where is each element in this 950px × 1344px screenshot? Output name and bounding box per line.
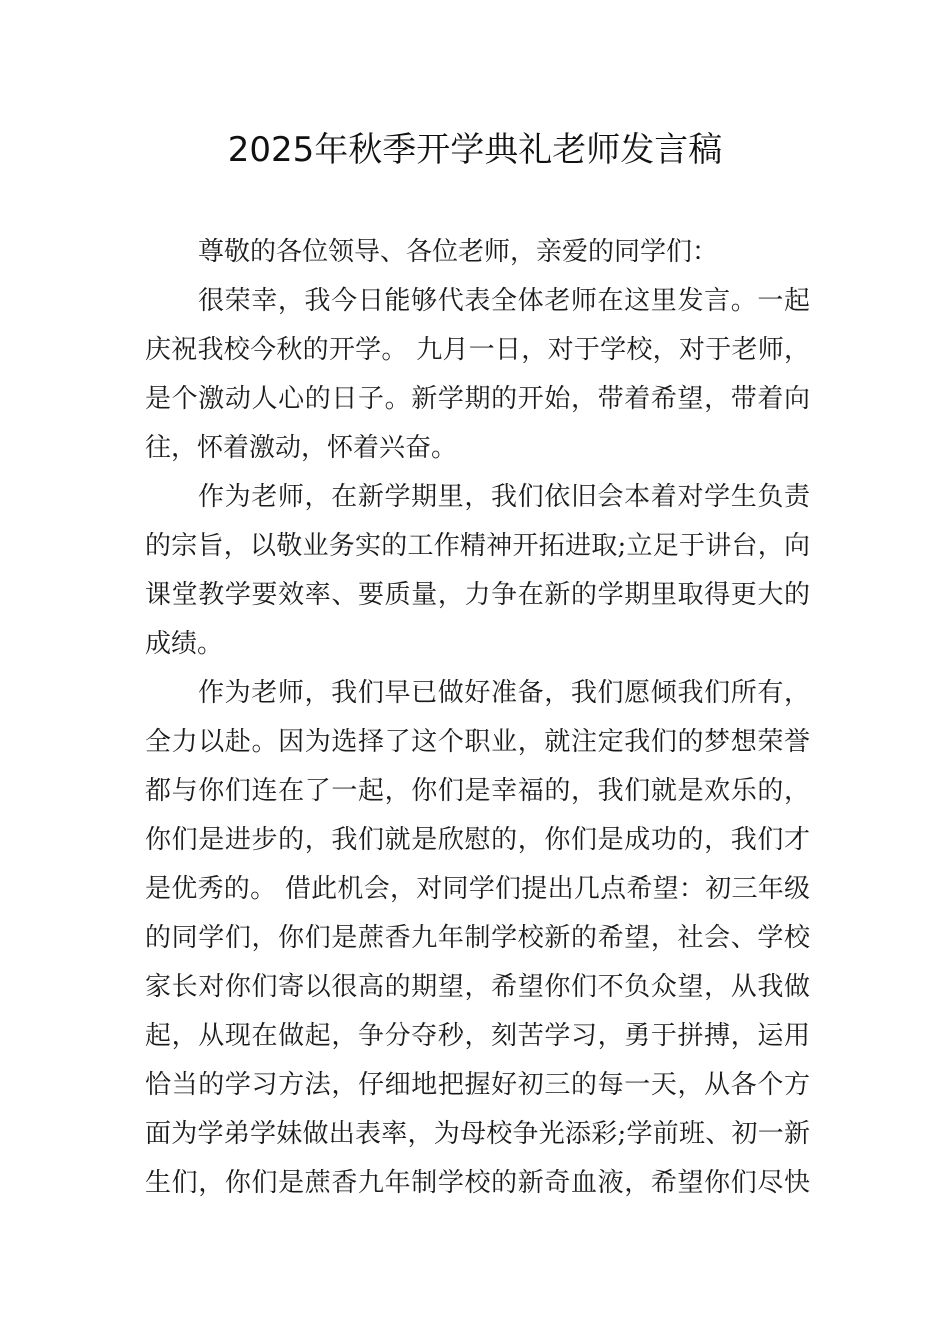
paragraph-line: 课堂教学要效率、要质量，力争在新的学期里取得更大的 [145, 580, 810, 610]
paragraph-line: 是优秀的。 借此机会，对同学们提出几点希望：初三年级 [145, 874, 810, 904]
paragraph-line: 起，从现在做起，争分夺秒，刻苦学习，勇于拼搏，运用 [145, 1021, 810, 1051]
paragraph-line: 的同学们，你们是蔗香九年制学校新的希望，社会、学校 [145, 923, 810, 953]
salutation-line: 尊敬的各位领导、各位老师，亲爱的同学们： [198, 237, 719, 267]
paragraph-line: 成绩。 [145, 629, 224, 659]
paragraph-line: 生们，你们是蔗香九年制学校的新奇血液，希望你们尽快 [145, 1168, 810, 1198]
paragraph-line: 往，怀着激动，怀着兴奋。 [145, 433, 458, 463]
paragraph-line: 庆祝我校今秋的开学。 九月一日，对于学校，对于老师， [145, 335, 810, 365]
paragraph-line: 很荣幸，我今日能够代表全体老师在这里发言。一起 [198, 286, 810, 316]
paragraph-line: 作为老师，我们早已做好准备，我们愿倾我们所有， [198, 678, 810, 708]
paragraph-line: 是个激动人心的日子。新学期的开始，带着希望，带着向 [145, 384, 810, 414]
paragraph-line: 你们是进步的，我们就是欣慰的，你们是成功的，我们才 [145, 825, 810, 855]
document-title: 2025年秋季开学典礼老师发言稿 [227, 130, 723, 170]
document-body [145, 228, 810, 1208]
paragraph-line: 家长对你们寄以很高的期望，希望你们不负众望，从我做 [145, 972, 810, 1002]
paragraph-line: 的宗旨，以敬业务实的工作精神开拓进取;立足于讲台，向 [145, 531, 810, 561]
paragraph-line: 恰当的学习方法，仔细地把握好初三的每一天，从各个方 [145, 1070, 810, 1100]
paragraph-line: 都与你们连在了一起，你们是幸福的，我们就是欢乐的， [145, 776, 810, 806]
paragraph-line: 面为学弟学妹做出表率，为母校争光添彩;学前班、初一新 [145, 1119, 810, 1149]
paragraph-line: 作为老师，在新学期里，我们依旧会本着对学生负责 [198, 482, 810, 512]
paragraph-line: 全力以赴。因为选择了这个职业，就注定我们的梦想荣誉 [145, 727, 810, 757]
